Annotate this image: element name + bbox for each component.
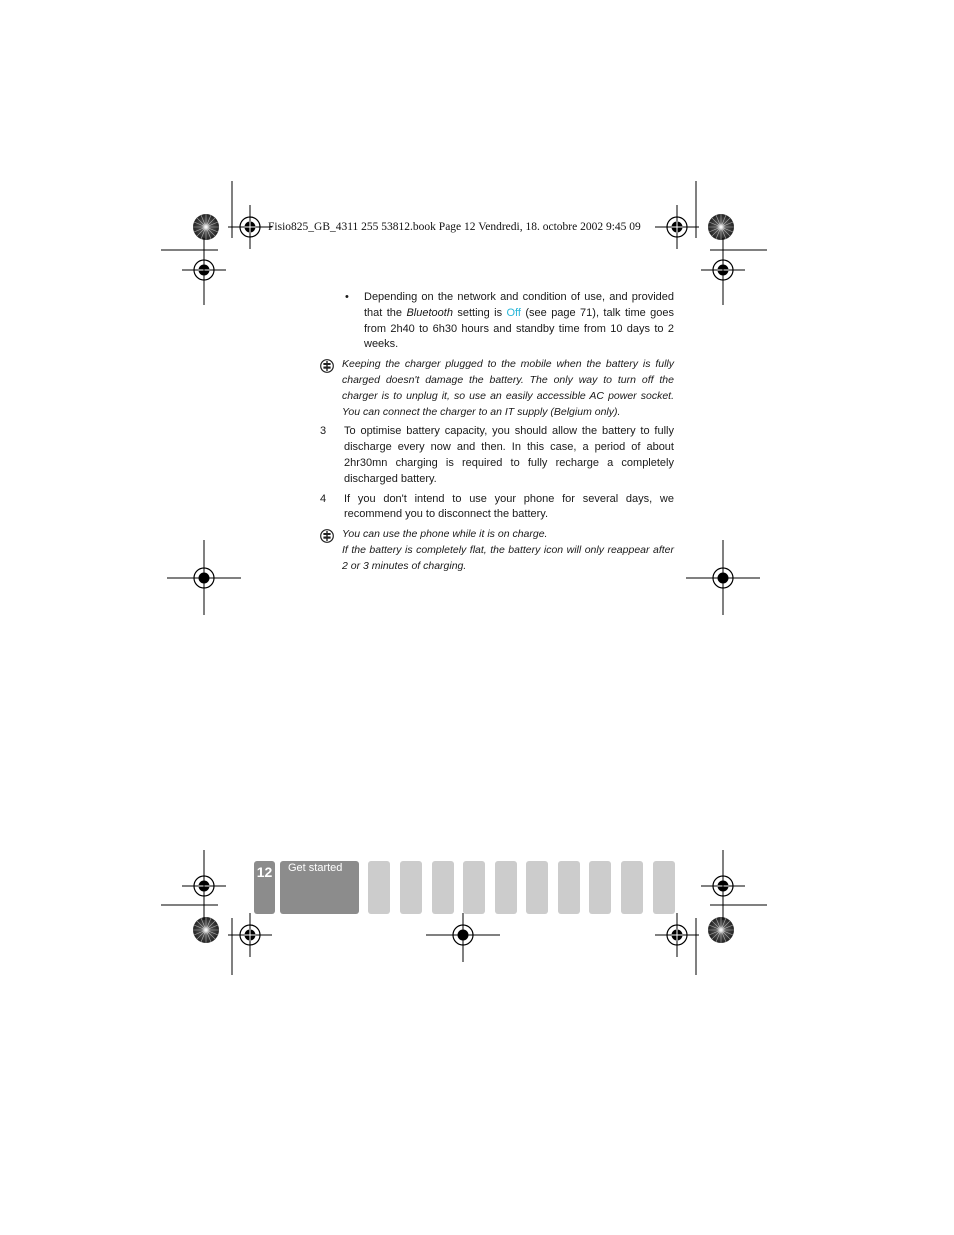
print-header: Fisio825_GB_4311 255 53812.book Page 12 Vendredi, 18. octobre 2002 9:45 09: [268, 221, 641, 233]
note-charger: [318, 357, 674, 420]
bullet-talk-time: [318, 290, 674, 353]
note-charger-text: Keeping the charger plugged to the mobile when the battery is fully charged doesn't damage the battery. The only way to turn off the charger is to unplug it, so use an easily accessible AC power socket. You can connect the charger to an IT supply (Belgium only).: [342, 358, 674, 418]
chapter-tab: [463, 861, 485, 914]
step-3-number: 3: [320, 425, 327, 438]
chapter-tab: [495, 861, 517, 914]
chapter-tab: [621, 861, 643, 914]
off-setting-value: Off: [506, 306, 521, 319]
chapter-tab: [432, 861, 454, 914]
info-note-icon: [320, 359, 334, 373]
bullet-text-2: setting is: [452, 306, 507, 319]
chapter-tab: [526, 861, 548, 914]
note-charging-line-2: If the battery is completely flat, the battery icon will only reappear after 2 or 3 minutes of charging.: [342, 543, 674, 572]
chapter-tab: [589, 861, 611, 914]
bullet-text-1: Depending on the network and condition of use, and provided that the: [364, 291, 674, 319]
page-content: [318, 290, 674, 579]
chapter-tab: [653, 861, 675, 914]
chapter-tab: [400, 861, 422, 914]
step-4: [318, 492, 674, 524]
step-3: [318, 424, 674, 487]
note-charging: [318, 527, 674, 574]
chapter-tab: [368, 861, 390, 914]
info-note-icon: [320, 529, 334, 543]
bluetooth-term: Bluetooth: [406, 306, 453, 319]
note-charging-line-1: You can use the phone while it is on charge.: [342, 528, 548, 541]
step-4-number: 4: [320, 492, 327, 505]
bullet-text-3: (see page 71), talk time goes from 2h40 to 6h30 hours and standby time from 10 days to 2 weeks.: [364, 306, 674, 351]
step-4-text: If you don't intend to use your phone for several days, we recommend you to disconnect the battery.: [344, 492, 674, 521]
bullet-dot: •: [345, 291, 349, 303]
step-3-text: To optimise battery capacity, you should allow the battery to fully discharge every now and then. In this case, a period of about 2hr30mn charging is required to fully recharge a completely discharged battery.: [344, 425, 674, 485]
page-number-tab: 12: [254, 861, 275, 914]
section-tab-get-started: Get started: [280, 861, 359, 914]
chapter-tab: [558, 861, 580, 914]
